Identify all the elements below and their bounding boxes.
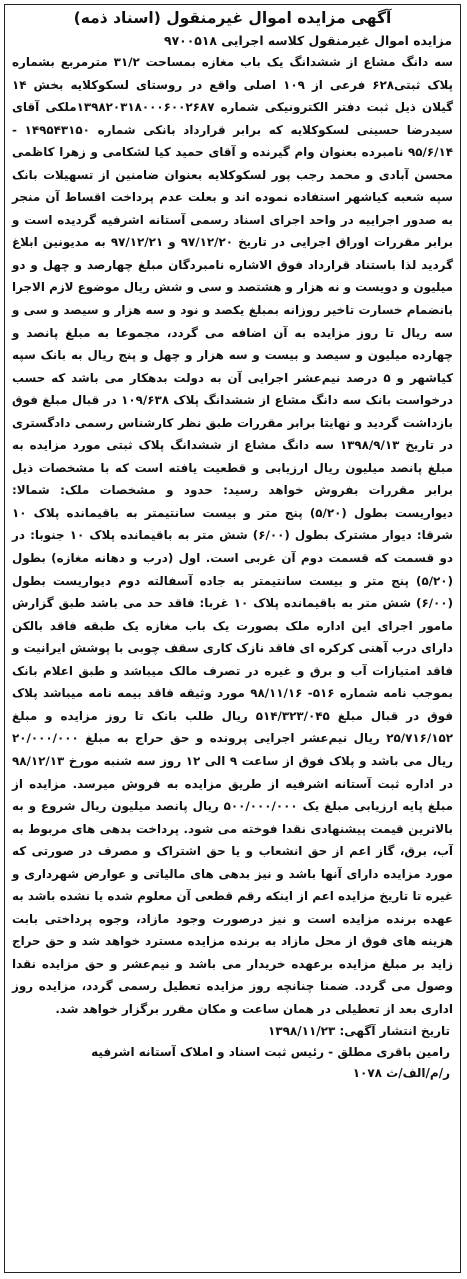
notice-code: ر/م/الف/ث ۱۰۷۸ (352, 1065, 450, 1080)
notice-body: سه دانگ مشاع از ششدانگ یک باب مغازه بمساحت ۳۱/۲ مترمربع بشماره پلاک ثبتی۶۲۸ فرعی از ۱۰۹ اصلی واقع در روستای لسکوکلایه بخش ۱۴ گیلان ذیل ثبت دفتر الکترونیکی شماره ۱۳۹۸۲۰۳۱۸۰۰۰۶۰۰۲۶۸۷ملکی آقای سیدرضا حسینی لسکوکلایه که برابر قرارداد بانکی شماره ۱۴۹۵۴۳۱۵۰ - ۹۵/۶/۱۴ نامبرده بعنوان وام گیرنده و آقای حمید کیا لشکامی و زهرا کاظمی محسن آبادی و محمد رجب پور لسکوکلایه بعنوان ضامنین از تسهیلات بانک سپه شعبه کیاشهر استفاده نموده اند و بعلت عدم پرداخت اقساط آن منجر به صدور اجراییه در واحد اجرای اسناد رسمی آستانه اشرفیه گردیده است و برابر مقررات اوراق اجرایی در تاریخ ۹۷/۱۲/۲۰ و ۹۷/۱۲/۲۱ به مدیونین ابلاغ گردید لذا باستناد قرارداد فوق الاشاره نامبردگان مبلغ چهارصد و چهل و دو میلیون و دویست و نه هزار و هشتصد و سی و شش ریال موضوع لازم الاجرا بانضمام خسارت تاخیر روزانه بمبلغ یکصد و نود و سه هزار و سیصد و سی و سه ریال تا روز مزایده به آن اضافه می گردد، مجموعا به مبلغ پانصد و چهارده میلیون و سیصد و بیست و سه هزار و چهل و پنج ریال به بانک سپه کیاشهر و ۵ درصد نیم‌عشر اجرایی آن به دولت بدهکار می باشد که حسب درخواست بانک سه دانگ مشاع از ششدانگ پلاک ۱۰۹/۶۳۸ در قبال مبلغ فوق بازداشت گردید و نهایتا برابر مقررات طبق نظر کارشناس رسمی دادگستری در تاریخ ۱۳۹۸/۹/۱۳ سه دانگ مشاع از ششدانگ پلاک ثبتی مورد مزایده به مبلغ پانصد میلیون ریال ارزیابی و قطعیت یافته است که با مشخصات ذیل برابر مقررات بفروش خواهد رسید: حدود و مشخصات ملک: شمالا: دیواریست بطول (۵/۲۰) پنج متر و بیست سانتیمتر به باقیمانده پلاک ۱۰ شرقا: دیوار مشترک بطول (۶/۰۰) شش متر به باقیمانده پلاک ۱۰ جنوبا: در دو قسمت که قسمت دوم آن غربی است. اول (درب و دهانه مغازه) بطول (۵/۲۰) پنج متر و بیست سانتیمتر به جاده آسفالته دوم دیواریست بطول (۶/۰۰) شش متر به باقیمانده پلاک ۱۰ غربا: فاقد حد می باشد طبق گزارش مامور اجرای این اداره ملک بصورت یک باب مغازه یک طبقه فاقد بالکن دارای درب آهنی کرکره ای فاقد نازک کاری سقف چوبی با پوشش ایرانیت و فاقد امتیازات آب و برق و غیره در تصرف مالک میباشد و طبق اعلام بانک بموجب نامه شماره ۵۱۶- ۹۸/۱۱/۱۶ مورد وثیقه فاقد بیمه نامه میباشد پلاک فوق در قبال مبلغ ۵۱۴/۳۲۳/۰۴۵ ریال طلب بانک تا روز مزایده و مبلغ ۲۵/۷۱۶/۱۵۲ ریال نیم‌عشر اجرایی پرونده و حق حراج به مبلغ ۲۰/۰۰۰/۰۰۰ ریال می باشد و پلاک فوق از ساعت ۹ الی ۱۲ روز سه شنبه مورخ ۹۸/۱۲/۱۳ در اداره ثبت آستانه اشرفیه از طریق مزایده به فروش میرسد. مزایده از مبلغ پایه ارزیابی مبلغ یک ۵۰۰/۰۰۰/۰۰۰ ریال پانصد میلیون ریال شروع و به بالاترین قیمت پیشنهادی نقدا فوخته می شود. پرداخت بدهی های مربوط به آب، برق، گاز اعم از حق انشعاب و یا حق اشتراک و مصرف در صورتی که مورد مزایده دارای آنها باشد و نیز بدهی های مالیاتی و عوارض شهرداری و غیره تا تاریخ مزایده اعم از اینکه رقم قطعی آن معلوم شده یا نشده باشد به عهده برنده مزایده است و نیز درصورت وجود مازاد، وجوه پرداختی بابت هزینه های فوق از محل مازاد به برنده مزایده مسترد خواهد شد و حق حراج زاید بر مبلغ مزایده برعهده خریدار می باشد و نیم‌عشر و حق مزایده نقدا وصول می گردد. ضمنا چنانچه روز مزایده تعطیل رسمی گردد، مزایده روز اداری بعد از تعطیلی در همان ساعت و مکان مقرر برگزار خواهد شد. (12, 55, 454, 1016)
notice-title: آگهی مزایده اموال غیرمنقول (اسناد ذمه) (73, 9, 392, 27)
signatory: رامین باقری مطلق - رئیس ثبت اسناد و املاک آستانه اشرفیه (91, 1044, 450, 1059)
notice-footer (15, 1021, 450, 1084)
notice-frame (4, 4, 461, 1273)
file-reference: مزایده اموال غیرمنقول کلاسه اجرایی ۹۷۰۰۵۱۸ (164, 33, 452, 48)
publish-date: تاریخ انتشار آگهی: ۱۳۹۸/۱۱/۲۳ (267, 1023, 450, 1038)
